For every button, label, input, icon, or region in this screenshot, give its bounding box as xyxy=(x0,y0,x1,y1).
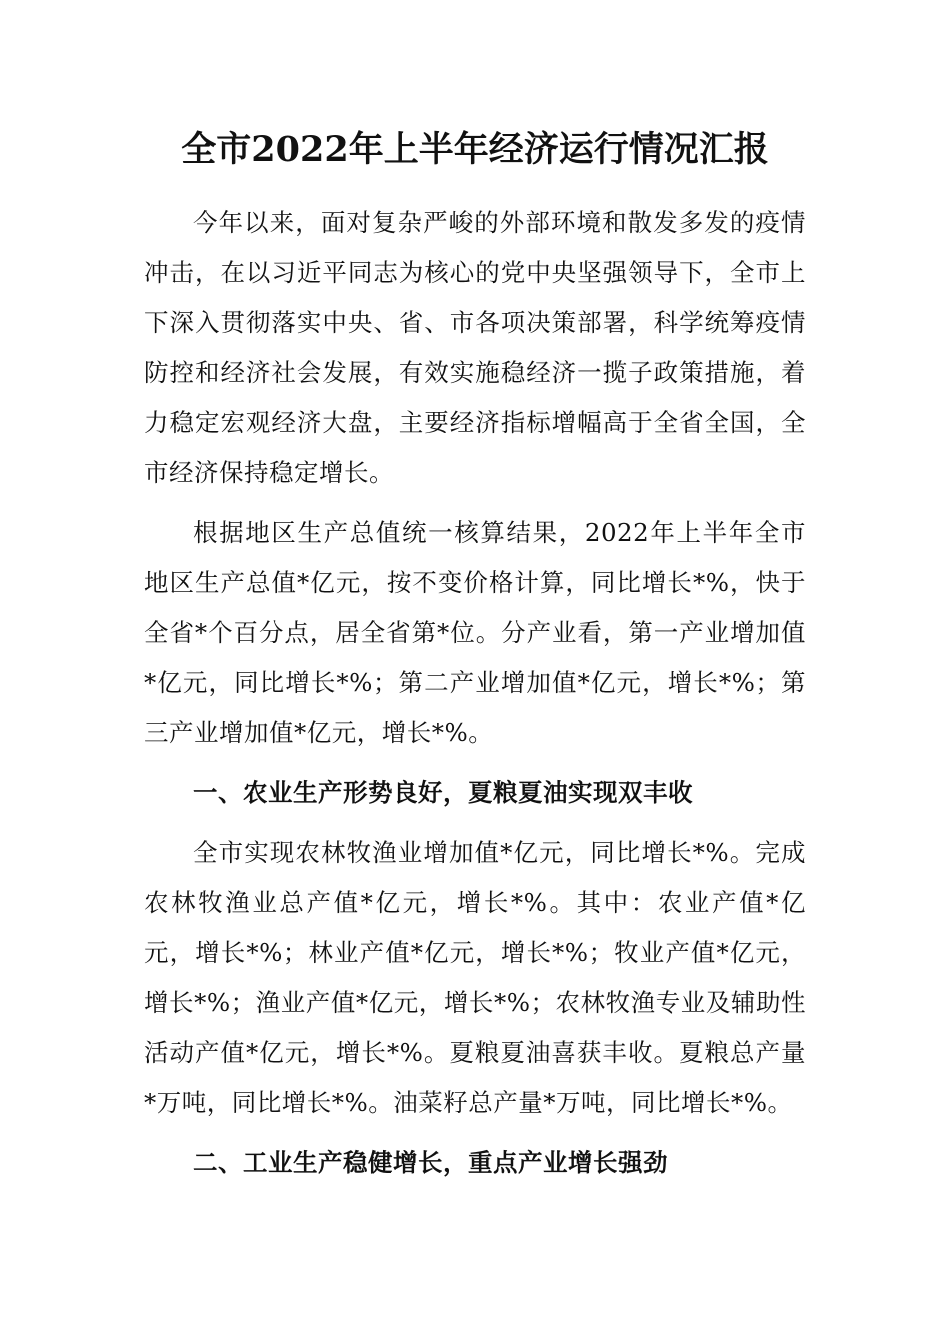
document-body xyxy=(144,198,806,1198)
paragraph-intro: 今年以来，面对复杂严峻的外部环境和散发多发的疫情冲击，在以习近平同志为核心的党中央坚强领导下，全市上下深入贯彻落实中央、省、市各项决策部署，科学统筹疫情防控和经济社会发展，有效实施稳经济一揽子政策措施，着力稳定宏观经济大盘，主要经济指标增幅高于全省全国，全市经济保持稳定增长。 xyxy=(144,208,806,487)
paragraph-agriculture: 全市实现农林牧渔业增加值*亿元，同比增长*%。完成农林牧渔业总产值*亿元，增长*%。其中：农业产值*亿元，增长*%；林业产值*亿元，增长*%；牧业产值*亿元，增长*%；渔业产值*亿元，增长*%；农林牧渔专业及辅助性活动产值*亿元，增长*%。夏粮夏油喜获丰收。夏粮总产量*万吨，同比增长*%。油菜籽总产量*万吨，同比增长*%。 xyxy=(144,838,806,1117)
section-heading-industry: 二、工业生产稳健增长，重点产业增长强劲 xyxy=(193,1148,668,1177)
document-title: 全市2022年上半年经济运行情况汇报 xyxy=(181,129,769,170)
section-heading-agriculture: 一、农业生产形势良好，夏粮夏油实现双丰收 xyxy=(193,778,693,807)
paragraph-gdp: 根据地区生产总值统一核算结果，2022年上半年全市地区生产总值*亿元，按不变价格计算，同比增长*%，快于全省*个百分点，居全省第*位。分产业看，第一产业增加值*亿元，同比增长*%；第二产业增加值*亿元，增长*%；第三产业增加值*亿元，增长*%。 xyxy=(144,518,806,747)
